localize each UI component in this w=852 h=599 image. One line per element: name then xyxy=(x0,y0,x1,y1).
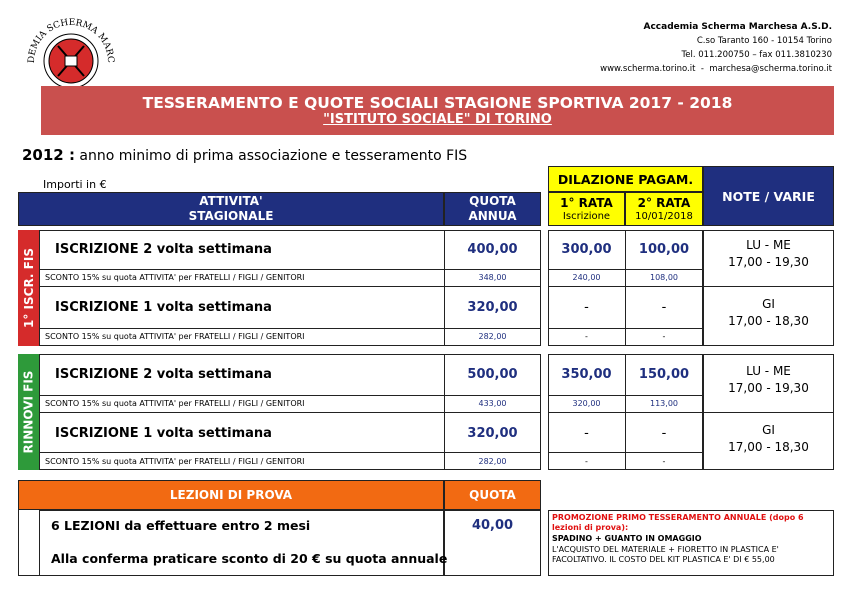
logo-text-top: DEMIA SCHERMA MARC xyxy=(26,17,116,64)
intro-line xyxy=(22,146,467,164)
quota-value: 320,00 xyxy=(467,426,518,441)
note-days: LU - ME xyxy=(746,364,791,378)
intro-year: 2012 : xyxy=(22,146,75,164)
sconto-rata2: - xyxy=(662,332,666,341)
quota-value: 320,00 xyxy=(467,300,518,315)
rata2-value: - xyxy=(661,300,667,315)
prova-line1: 6 LEZIONI da effettuare entro 2 mesi xyxy=(51,518,311,533)
org-phone: Tel. 011.200750 – fax 011.3810230 xyxy=(681,50,832,60)
sconto-quota: 282,00 xyxy=(478,457,507,466)
sconto-label: SCONTO 15% su quota ATTIVITA' per FRATELLI / FIGLI / GENITORI xyxy=(45,332,305,341)
promo-gift: SPADINO + GUANTO IN OMAGGIO xyxy=(552,534,702,543)
rata2-label: 2° RATA xyxy=(637,196,691,210)
rata2-value: - xyxy=(661,426,667,441)
banner-title: TESSERAMENTO E QUOTE SOCIALI STAGIONE SPORTIVA 2017 - 2018 xyxy=(142,94,733,112)
rata1-label: 1° RATA xyxy=(560,196,613,210)
table-row-title: ISCRIZIONE 2 volta settimana xyxy=(55,367,272,382)
note-days: GI xyxy=(762,297,775,311)
note-cell xyxy=(703,296,834,330)
sconto-rata2: - xyxy=(662,457,666,466)
quota-value: 500,00 xyxy=(467,367,518,382)
sconto-label: SCONTO 15% su quota ATTIVITA' per FRATELLI / FIGLI / GENITORI xyxy=(45,399,305,408)
promo-box xyxy=(548,510,834,576)
group-label-rinnovi-text: RINNOVI FIS xyxy=(21,370,36,454)
sconto-rata1: 240,00 xyxy=(572,273,601,282)
rata1-value: - xyxy=(584,426,589,441)
sconto-quota: 433,00 xyxy=(478,399,507,408)
prova-line2: Alla conferma praticare sconto di 20 € su quota annuale xyxy=(51,551,448,566)
note-hours: 17,00 - 19,30 xyxy=(728,381,809,395)
sconto-rata2: 108,00 xyxy=(650,273,678,282)
note-cell xyxy=(703,422,834,456)
prova-header: LEZIONI DI PROVA xyxy=(18,480,444,510)
note-hours: 17,00 - 19,30 xyxy=(728,255,809,269)
group-label-iscr xyxy=(18,230,39,346)
table-row-title: ISCRIZIONE 1 volta settimana xyxy=(55,426,272,441)
group-label-rinnovi xyxy=(18,354,39,470)
col-header-rata2 xyxy=(625,192,703,226)
group-label-iscr-text: 1° ISCR. FIS xyxy=(21,248,36,328)
rata1-value: 350,00 xyxy=(561,367,612,382)
org-web-email: www.scherma.torino.it - marchesa@scherma.torino.it xyxy=(600,64,832,74)
note-cell xyxy=(703,363,834,397)
org-name: Accademia Scherma Marchesa A.S.D. xyxy=(643,22,832,32)
note-hours: 17,00 - 18,30 xyxy=(728,314,809,328)
prova-quota-header: QUOTA xyxy=(444,480,541,510)
note-hours: 17,00 - 18,30 xyxy=(728,440,809,454)
sconto-label: SCONTO 15% su quota ATTIVITA' per FRATELLI / FIGLI / GENITORI xyxy=(45,273,305,282)
sconto-rata2: 113,00 xyxy=(650,399,678,408)
col-header-note: NOTE / VARIE xyxy=(703,166,834,226)
note-days: LU - ME xyxy=(746,238,791,252)
banner xyxy=(41,86,834,135)
sconto-rata1: - xyxy=(585,457,588,466)
rata2-value: 100,00 xyxy=(638,242,690,257)
rata2-value: 150,00 xyxy=(638,367,690,382)
rata1-sub: Iscrizione xyxy=(562,211,611,222)
org-address: C.so Taranto 160 - 10154 Torino xyxy=(696,36,832,46)
col-header-rata1 xyxy=(548,192,625,226)
sconto-label: SCONTO 15% su quota ATTIVITA' per FRATELLI / FIGLI / GENITORI xyxy=(45,457,305,466)
table-row-title: ISCRIZIONE 1 volta settimana xyxy=(55,300,272,315)
note-days: GI xyxy=(762,423,775,437)
col-header-activity: ATTIVITA' STAGIONALE xyxy=(18,192,444,226)
org-info xyxy=(600,20,832,76)
table-row-title: ISCRIZIONE 2 volta settimana xyxy=(55,242,272,257)
rata2-sub: 10/01/2018 xyxy=(635,211,693,222)
rata1-value: - xyxy=(584,300,589,315)
intro-text: anno minimo di prima associazione e tesseramento FIS xyxy=(79,148,468,164)
rata1-value: 300,00 xyxy=(561,242,612,257)
promo-title: PROMOZIONE PRIMO TESSERAMENTO ANNUALE (dopo 6 lezioni di prova): xyxy=(552,513,804,532)
prova-spacer xyxy=(18,510,39,576)
importi-label: Importi in € xyxy=(43,178,107,191)
prova-quota-value: 40,00 xyxy=(471,518,514,533)
sconto-quota: 348,00 xyxy=(478,273,507,282)
col-header-quota: QUOTA ANNUA xyxy=(444,192,541,226)
banner-subtitle: "ISTITUTO SOCIALE" DI TORINO xyxy=(323,112,552,127)
sconto-rata1: 320,00 xyxy=(572,399,601,408)
col-header-dilazione: DILAZIONE PAGAM. xyxy=(548,166,703,192)
sconto-rata1: - xyxy=(585,332,588,341)
sconto-quota: 282,00 xyxy=(478,332,507,341)
note-cell xyxy=(703,237,834,271)
promo-text: L'ACQUISTO DEL MATERIALE + FIORETTO IN PLASTICA E' FACOLTATIVO. IL COSTO DEL KIT PLASTICA E' DI € 55,00 xyxy=(552,545,779,564)
quota-value: 400,00 xyxy=(467,242,518,257)
